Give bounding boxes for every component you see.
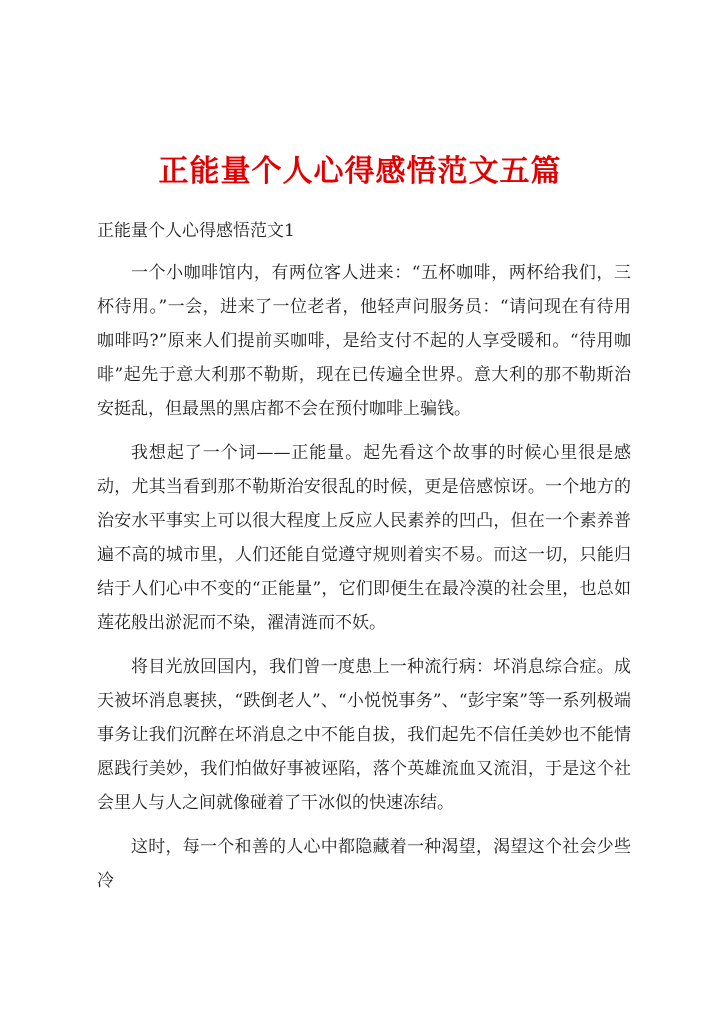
section-heading: 正能量个人心得感悟范文1 [97, 221, 295, 241]
paragraph: 将目光放回国内，我们曾一度患上一种流行病：坏消息综合症。成天被坏消息裹挟，“跌倒老人”、“小悦悦事务”、“彭宇案”等一系列极端事务让我们沉醉在坏消息之中不能自拔，我们起先不信任美妙也不能情愿践行美妙，我们怕做好事被诬陷，落个英雄流血又流泪，于是这个社会里人与人之间就像碰着了干冰似的快速冻结。 [97, 657, 631, 813]
paragraph: 一个小咖啡馆内，有两位客人进来：“五杯咖啡，两杯给我们，三杯待用。”一会，进来了一位老者，他轻声问服务员：“请问现在有待用咖啡吗?”原来人们提前买咖啡，是给支付不起的人享受暖和。“待用咖啡”起先于意大利那不勒斯，现在已传遍全世界。意大利的那不勒斯治安挺乱，但最黑的黑店都不会在预付咖啡上骗钱。 [97, 263, 631, 419]
document-body [97, 214, 631, 908]
paragraph: 这时，每一个和善的人心中都隐藏着一种渴望，渴望这个社会少些冷 [97, 837, 631, 891]
paragraph: 我想起了一个词——正能量。起先看这个故事的时候心里很是感动，尤其当看到那不勒斯治安很乱的时候，更是倍感惊讶。一个地方的治安水平事实上可以很大程度上反应人民素养的凹凸，但在一个素养普遍不高的城市里，人们还能自觉遵守规则着实不易。而这一切，只能归结于人们心中不变的“正能量”，它们即便生在最冷漠的社会里，也总如莲花般出淤泥而不染，濯清涟而不妖。 [97, 443, 631, 633]
document-title: 正能量个人心得感悟范文五篇 [158, 154, 562, 189]
